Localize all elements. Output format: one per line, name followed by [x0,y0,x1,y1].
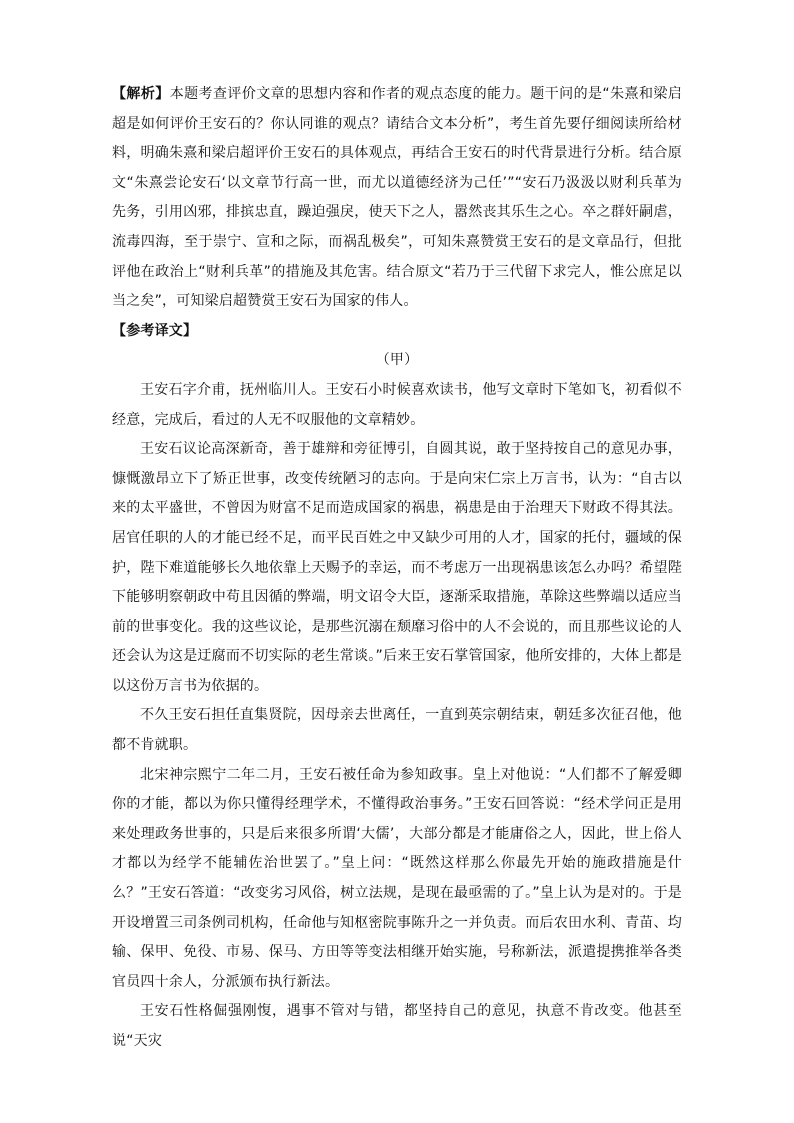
analysis-paragraph [112,80,682,317]
section-title: （甲） [375,352,419,369]
translation-label: 【参考译文】 [112,322,198,339]
translation-heading [112,317,682,347]
translation-paragraph-4: 北宋神宗熙宁二年二月，王安石被任命为参知政事。皇上对他说：“人们都不了解爱卿你的才能，都以为你只懂得经理学术，不懂得政治事务。”王安石回答说：“经术学问正是用来处理政务世事的，只是后来很多所谓‘大儒’，大部分都是才能庸俗之人，因此，世上俗人才都以为经学不能辅佐治世罢了。”皇上问：“既然这样那么你最先开始的施政措施是什么？”王安石答道：“改变劣习风俗，树立法规，是现在最亟需的了。”皇上认为是对的。于是开设增置三司条例司机构，任命他与知枢密院事陈升之一并负责。而后农田水利、青苗、均输、保甲、免役、市易、保马、方田等等变法相继开始实施，号称新法，派遣提携推举各类官员四十余人，分派颁布执行新法。 [112,766,682,990]
analysis-text: 本题考查评价文章的思想内容和作者的观点态度的能力。题干问的是“朱熹和梁启超是如何评价王安石的？你认同谁的观点？请结合文本分析”，考生首先要仔细阅读所给材料，明确朱熹和梁启超评价王安石的具体观点，再结合王安石的时代背景进行分析。结合原文“朱熹尝论安石‘以文章节行高一世，而尤以道德经济为己任’”“安石乃汲汲以财利兵革为先务，引用凶邪，排摈忠直，躁迫强戾，使天下之人，嚣然丧其乐生之心。卒之群奸嗣虐，流毒四海，至于崇宁、宣和之际，而祸乱极矣”，可知朱熹赞赏王安石的是文章品行，但批评他在政治上“财利兵革”的措施及其危害。结合原文“若乃于三代留下求完人，惟公庶足以当之矣”，可知梁启超赞赏王安石为国家的伟人。 [112,86,682,310]
translation-paragraph-3: 不久王安石担任直集贤院，因母亲去世离任，一直到英宗朝结束，朝廷多次征召他，他都不肯就职。 [112,707,682,754]
translation-paragraph-2: 王安石议论高深新奇，善于雄辩和旁征博引，自圆其说，敢于坚持按自己的意见办事，慷慨激昂立下了矫正世事，改变传统陋习的志向。于是向宋仁宗上万言书，认为：“自古以来的太平盛世，不曾因为财富不足而造成国家的祸患，祸患是由于治理天下财政不得其法。居官任职的人的才能已经不足，而平民百姓之中又缺少可用的人才，国家的托付，疆域的保护，陛下难道能够长久地依靠上天赐予的幸运，而不考虑万一出现祸患该怎么办吗？希望陛下能够明察朝政中苟且因循的弊端，明文诏令大臣，逐渐采取措施，革除这些弊端以适应当前的世事变化。我的这些议论，是那些沉溺在颓靡习俗中的人不会说的，而且那些议论的人还会认为这是迂腐而不切实际的老生常谈。”后来王安石掌管国家，他所安排的，大体上都是以这份万言书为依据的。 [112,441,682,694]
translation-paragraph-5: 王安石性格倔强刚愎，遇事不管对与错，都坚持自己的意见，执意不肯改变。他甚至说“天灾 [112,1003,682,1049]
analysis-label: 【解析】 [112,86,170,102]
translation-paragraph-1: 王安石字介甫，抚州临川人。王安石小时候喜欢读书，他写文章时下笔如飞，初看似不经意，完成后，看过的人无不叹服他的文章精妙。 [112,381,682,428]
document-page [112,80,682,1057]
